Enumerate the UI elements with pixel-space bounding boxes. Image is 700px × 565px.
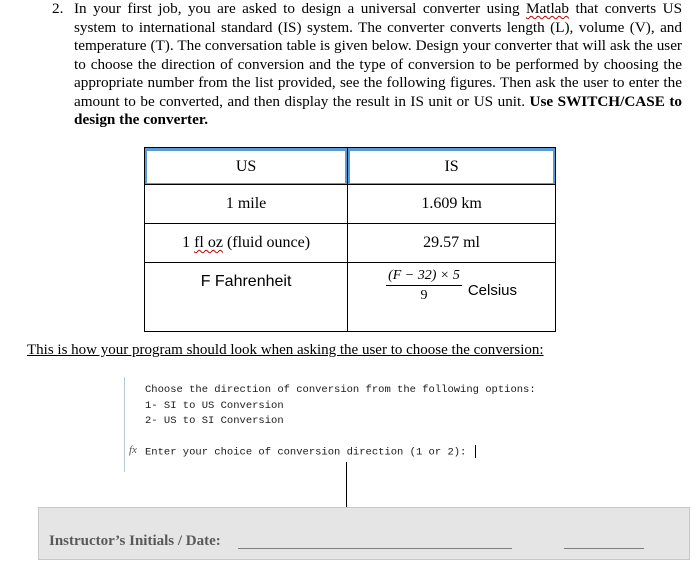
- table-row: [145, 224, 556, 263]
- cell-km: 1.609 km: [348, 185, 556, 224]
- header-is-cell: [348, 148, 556, 185]
- table-header-row: [145, 148, 556, 185]
- fx-icon: fx: [129, 444, 137, 456]
- celsius-fraction: [386, 268, 462, 304]
- fraction-denominator: 9: [420, 288, 428, 303]
- cell-fluid-ounce: [145, 224, 348, 263]
- matlab-word: Matlab: [526, 0, 570, 17]
- date-line: [564, 548, 644, 549]
- console-line-1: Choose the direction of conversion from the following options:: [145, 384, 536, 396]
- question-text-part1: In your first job, you are asked to design a universal converter using: [74, 0, 526, 17]
- console-prompt-line[interactable]: [145, 445, 476, 458]
- console-prompt: Enter your choice of conversion direction (1 or 2):: [145, 446, 473, 459]
- conversion-table: [144, 147, 556, 332]
- instructor-label: Instructor’s Initials / Date:: [49, 533, 221, 549]
- fl-oz-suffix: (fluid ounce): [222, 234, 311, 251]
- fraction-numerator: (F − 32) × 5: [386, 268, 462, 286]
- fl-oz-abbrev: fl oz: [194, 234, 223, 251]
- question-text-part2: that converts US system to international standard (IS) system. The converter converts length (L), volume (V), and temperature (T). The conversation table is given below. Design your converter that will ask the user to choose the direction of conversion and the type of conversion to be performed by choosing the appropriate number from the list provided, see the following figures. Then ask the user to enter the amount to be converted, and then display the result in IS unit or US unit.: [74, 0, 683, 110]
- console-line-3: 2- US to SI Conversion: [145, 415, 284, 427]
- header-is: IS: [350, 151, 553, 183]
- cell-mile: 1 mile: [145, 185, 348, 224]
- question-bold-instruction: Use SWITCH/CASE to design the converter.: [74, 92, 682, 128]
- question-text: [74, 0, 682, 130]
- fl-oz-prefix: 1: [182, 234, 195, 251]
- question-number: 2.: [52, 0, 64, 17]
- instructor-footer: [38, 507, 690, 560]
- console-line-2: 1- SI to US Conversion: [145, 400, 284, 412]
- caption-text: This is how your program should look when asking the user to choose the conversion:: [27, 342, 544, 358]
- table-row: [145, 263, 556, 332]
- command-window[interactable]: [124, 377, 595, 472]
- cell-celsius-formula: [348, 263, 556, 332]
- text-cursor: [475, 445, 476, 458]
- cell-ml: 29.57 ml: [348, 224, 556, 263]
- header-us: US: [147, 151, 345, 183]
- cell-fahrenheit: F Fahrenheit: [145, 263, 348, 332]
- initials-line: [238, 548, 512, 549]
- header-us-cell: [145, 148, 348, 185]
- celsius-label: Celsius: [467, 281, 518, 299]
- table-row: [145, 185, 556, 224]
